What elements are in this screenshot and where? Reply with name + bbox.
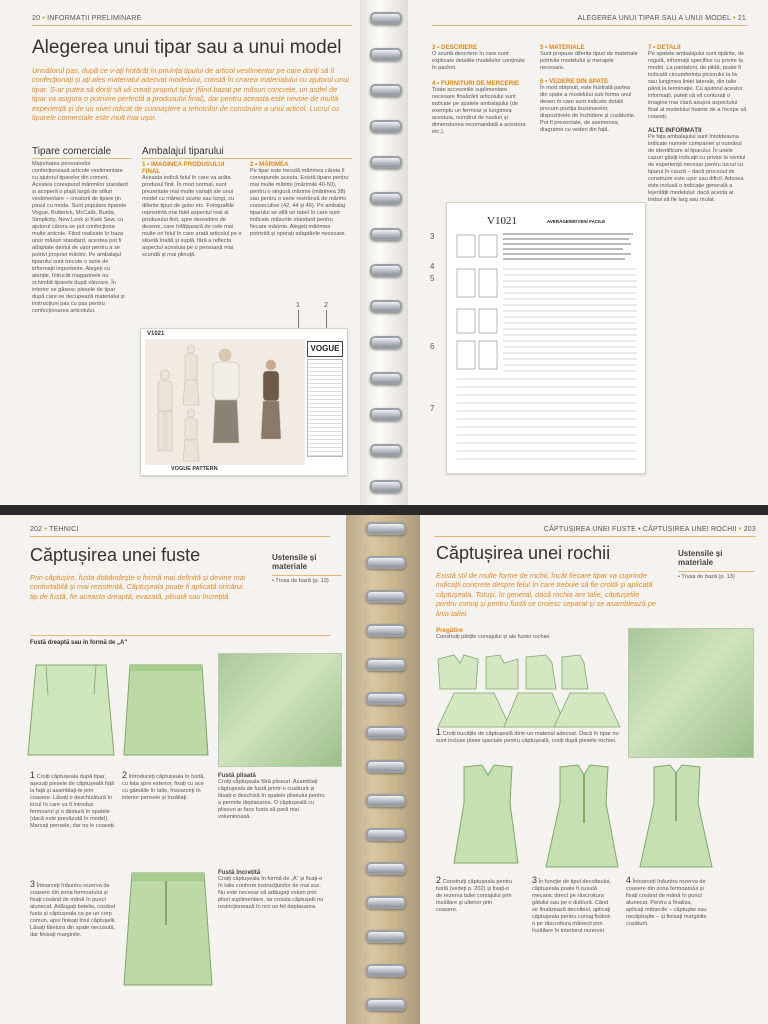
page-202 [0,515,348,1024]
incretita-block [218,869,328,911]
plisata-block [218,772,328,821]
item-marime-text: Pe tipar este trecută mărimea căreia îi corespunde acesta. Există tipare pentru mai multe mărimi (mărimile 40-50), pentru o singură mărime (mărimea 38) sau pentru o serie restrânsă de mărimi consecutive (42, 44 și 46). Pe ambalaj tiparului se află un tabel în care sunt indicate măsurile standard pentru fiecare mărime. Alegeți mărimea potrivită și operați adaptările necesare. [250,168,349,237]
incretita-text: Croiți căptușeala în formă de „A" și fixați-o în talie conform instrucțiunilor de mai sus. Nu este necesar să adăugați volum prin pliuri suplimentare, iar croiala căptușelii nu restricționează în nici un fel deplasarea. [218,876,324,910]
spiral-ring [370,336,402,349]
spiral-ring [366,726,406,739]
book-gutter [360,0,408,505]
detalii-text: Pe spatele ambalajului sunt tipărite, de regulă, informații specifice cu privire la model. La pantaloni, de pildă, poate fi indicată circumferința piciorului la tiv sau lungimea liniei laterale, din talie până la terminație. Cu ajutorul acestor informații, puteți să vă conturați o imagine mai clară asupra aspectului final al modelului înainte de a începe să coaseți. [648,51,747,120]
pattern-code: V1021 [147,331,165,337]
running-header-right: CĂPTUȘIREA UNEI FUSTE • CĂPTUȘIREA UNEI ROCHII • 203 [543,526,756,533]
callout-7: 7 [430,404,435,413]
alte-info-title: ALTE INFORMAȚII [648,127,702,134]
divider [32,25,352,26]
vedere-text: În mod obișnuit, este ilustrată partea din spate a modelului sub forma unui desen în care sunt indicate detalii precum poziția buzunarelor, dispozitivele de închidere și cusăturile. Pot fi prezentate, de asemenea, diagrame cu vederi din față. [540,85,636,133]
dress-pieces-illustration [434,649,624,729]
item-imagine [142,161,242,259]
callout-6: 6 [430,342,435,351]
divider [432,25,748,26]
intro-paragraph: Există stil de multe forme de rochii, încât fiecare tipar va cuprinde indicații concrete despre felul în care trebuie să fie croită și aplicată căptușeala. Totuși, în general, dacă rochia are talie, căptușelile pentru corsaj și pentru fustă se croiesc separat și se asamblează pe linia taliei. [436,571,656,618]
figure-label: Fustă dreaptă sau în formă de „A" [30,640,128,646]
spiral-ring [366,556,406,569]
section-heading-tipare: Tipare comerciale [32,146,112,157]
vogue-logo: VOGUE [307,341,343,357]
step-3 [30,881,116,939]
divider [142,158,352,159]
prep-block [436,627,656,641]
step-text: Croiți căptușeala după tipar, așezați piesele de căptușeală față la față și asamblați-le prin coasere. Lăsați o deschizătură în locul în care va fi introdus fermoarul și o tăietură în spatele (dacă este prevăzută în model). Marcați pensele, dar nu le coaseți. [30,774,116,829]
spiral-ring [366,998,406,1011]
spiral-ring [366,658,406,671]
spiral-ring [370,192,402,205]
step-number: 4 [626,875,632,885]
pattern-envelope-back [446,202,646,474]
step-number: 1 [436,727,442,737]
col-materiale [540,44,638,134]
spiral-ring [370,480,402,493]
running-header-right: ALEGEREA UNUI TIPAR SAU A UNUI MODEL • 21 [577,15,746,22]
detalii-title: 7 • DETALII [648,44,681,51]
divider [32,158,132,159]
spiral-ring [370,228,402,241]
pattern-caption: VOGUE PATTERN [171,466,218,472]
pattern-envelope-front [140,328,348,476]
step-number: 2 [122,770,128,780]
item-imagine-text: Aceasta indică felul în care va arăta produsul finit. În mod normal, sunt prezentate mai multe variații ale unui model cu mâneci scurte sau lungi, cu diferite tipuri de guler etc. Fotografiile reprezintă mai fidel aspectul real al produsului finit, spre deosebire de desene, care înfățișează de cele mai multe ori felul în care arată articolul pe o siluetă înaltă și suplă, fără a reflecta aspectul acestuia pe o persoană mai scundă și mai plinuță. [142,175,242,258]
step-number: 3 [30,879,36,889]
spiral-ring [366,760,406,773]
step-number: 2 [436,875,442,885]
spiral-ring [366,862,406,875]
descriere-title: 3 • DESCRIERE [432,44,478,51]
intro-paragraph: Următorul pas, după ce v-ați hotărât în privința tipului de articol vestimentar pe care doriți să îl confecționați și ați ales materialul adecvat modelului, constă în croirea materialului cu ajutorul unui tipar. S-ar putea să doriți să vă creați propriul tipar (fiind bazat pe măsuri concrete, un astfel de tipar va asigura o potrivire perfectă a produsului final), dar pentru aceasta este nevoie de multă experiență și de un nivel ridicat de cunoaștere a tehnicilor de construire a unui articol. Lucrul cu tiparele comerciale este mult mai ușor. [32,66,349,123]
col-detalii [648,44,748,204]
size-table [307,359,343,457]
spiral-ring [370,12,402,25]
furnituri-title: 4 • FURNITURI DE MERCERIE [432,80,520,87]
running-header-left: 202 • TEHNICI [30,526,79,533]
spiral-ring [370,300,402,313]
step-3 [532,877,614,935]
skirt-zip-illustration [120,865,216,995]
spiral-ring [366,794,406,807]
step-text: Întoarceți înăuntru rezerva de coasere din zona fermoarului și fixați cosând de mână în punct alunecat. Pentru a finaliza, aplicați mânecile – căptușite sau necăptușite – și finisați marginile cusăturii. [626,879,707,927]
page-title: Căptușirea unei fuste [30,545,201,565]
page-21 [396,0,768,505]
spiral-ring [370,372,402,385]
spiral-ring [370,84,402,97]
materiale-text: Sunt propuse diferite tipuri de materiale potrivite modelului și merajele necesare. [540,51,638,71]
divider [30,635,330,636]
callout-1: 1 [296,302,300,309]
step-2 [122,772,208,802]
tools-title: Ustensile și materiale [678,549,723,567]
tools-item: • Trusa de bază (p. 13) [678,574,735,580]
spiral-ring [366,930,406,943]
spiral-ring [370,48,402,61]
tools-title: Ustensile și materiale [272,553,317,571]
spiral-ring [370,120,402,133]
step-text: Croiți bucățile de căptușeală dintr-un material adecvat. Dacă în tipar nu sunt incluse piese speciale pentru căptușeală, croiți după piesele rochiei. [436,731,619,744]
item-marime-title: 2 • MĂRIMEA [250,161,289,168]
spiral-ring [370,156,402,169]
intro-paragraph: Prin căptușire, fusta dobândește o formă mai definită și devine mai confortabilă și mai rezistentă. Căptușeala poate fi aplicată oricărui tip de fustă, fie aceasta dreaptă, evazată, plisată sau încrețită. [30,573,246,601]
alte-info-text: Pe fața ambalajului sunt întotdeauna indicate numele companiei și numărul de identificare al tiparului. În unele cazuri găsiți indicații cu privire la nivelul de experiență necesar pentru lucrul cu tiparul în cauză – dacă procesul de construire este ușor sau dificil. Adesea este inclusă o indicație generală a lejerității modelului: dacă acesta ar trebui să fie larg sau mulat. [648,134,746,203]
spiral-ring [366,590,406,603]
step-number: 3 [532,875,538,885]
callout-2: 2 [324,302,328,309]
pattern-back-details [453,229,639,467]
step-text: Introduceți căptușeala în fustă, cu fața spre exterior, fixați cu ace cu gămălie în talie, însoarceți în interior pensele și însăilați. [122,774,205,801]
materiale-title: 5 • MATERIALE [540,44,585,51]
step-1 [30,772,116,830]
spiral-ring [366,828,406,841]
page-203 [420,515,768,1024]
spiral-ring [370,264,402,277]
lined-skirt-photo [218,653,342,767]
prep-text: Construiți părțile corsajului și ale fustei rochiei. [436,634,551,640]
callout-5: 5 [430,274,435,283]
page-title: Alegerea unui tipar sau a unui model [32,37,342,58]
running-header-left: 20 • INFORMAȚII PRELIMINARE [32,15,142,22]
spiral-ring [370,408,402,421]
furnituri-text: Toate accesoriile suplimentare necesare finalizării articolului sunt indicate pe spatele ambalajului (de exemplu un fermoar și lungimea acestuia, numărul de nasturi și dimensiunea recomandată a acestora etc.). [432,87,526,135]
skirt-lining-illustrations [26,655,216,767]
col-descriere [432,44,530,136]
prep-title: Pregătire [436,627,463,634]
divider [272,575,342,576]
step-4 [626,877,710,928]
callout-3: 3 [430,232,435,241]
spiral-ring [370,444,402,457]
divider [30,536,330,537]
spiral-ring [366,522,406,535]
vedere-title: 6 • VEDERE DIN SPATE [540,78,609,85]
dress-zipper-photo [628,628,754,758]
dress-steps-illustration [434,763,754,873]
item-imagine-title: 1 • IMAGINEA PRODUSULUI FINAL [142,161,225,175]
step-2 [436,877,514,914]
incretita-title: Fustă încrețită [218,869,261,876]
step-number: 1 [30,770,36,780]
step-text: În funcție de tipul decolteului, căptușeala poate fi cusută mecanic direct pe răscroitura gâtului sau pe o dublură. Când se finalizează decolteul, aplicați căptușeala pentru corsaj fixând-o pe răscroitura mânecii prin însăilare în interiorul rezervei. [532,879,612,934]
callout-4: 4 [430,262,435,271]
section-heading-ambalaj: Ambalajul tiparului [142,146,224,157]
back-pattern-code: V1021 [487,215,517,227]
difficulty-tag: AVERAGE/MOYEN/ FACILE [547,219,606,224]
plisata-text: Croiți căptușeala fără pliseuri. Asamblați căptușeala de fustă printr-o cusătură și lăsați-o deschisă în spatele pliseului pentru a permite deplasarea. O căptușeală cu pliseuri ar face fusta să pară mai voluminoasă. [218,779,325,820]
step-text: Întoarceți înăuntru rezerva de coasere din zona fermoarului și fixați cosând de mână în punct alunecat. Adăugați betelia, cosând fusta și căptușeala ca pe un corp comun, apoi finisați tivul căptușelii. Lăsați tăietura din spate necusută, dar finisați marginile. [30,883,116,938]
spiral-ring [366,964,406,977]
item-marime [250,161,350,238]
spiral-ring [366,624,406,637]
spiral-ring [366,896,406,909]
tools-item: • Trusa de bază (p. 13) [272,578,329,584]
plisata-title: Fustă plisată [218,772,256,779]
divider [434,536,756,537]
spiral-ring [366,692,406,705]
descriere-text: O scurtă descriere în care sunt explicate detaliile modelelor conținute în pachet. [432,51,525,71]
divider [678,571,754,572]
pattern-models-illustration [145,339,305,465]
step-1 [436,729,626,745]
step-text: Construiți căptușeala pentru fustă (vedeți p. 202) și fixați-o de rezerva taliei corsajului prin însăilare și ulterior prin coasere. [436,879,513,913]
page-title: Căptușirea unei rochii [436,543,611,563]
page-20 [0,0,372,505]
tipare-text: Majoritatea persoanelor confecționează articole vestimentare cu ajutorul tiparelor din comerț. Acestea corespund mărimilor standard și acoperă o plajă largă de stiluri vestimentare – creatorii de tipare țin pasul cu moda. Sunt populare tiparele Vogue, Butterick, McCalls, Burda, Simplicity, New Look și Kwik Sew, cu ajutorul cărora se pot confecționa multe articole. Fiind realizate în baza unor măsuri standard, acestea pot fi adaptate destul de ușor pentru a se potrivi propriei mărimi. Pe ambalajul tiparului sunt trecute o serie de informații importante. Alegeți cu atenție, întrucât magazinele nu schimbă tiparele după vânzare. În interior se găsesc piesele de tipar după care se decupează materialul și instrucțiuni pas cu pas pentru confecționarea articolului. [32,161,128,314]
